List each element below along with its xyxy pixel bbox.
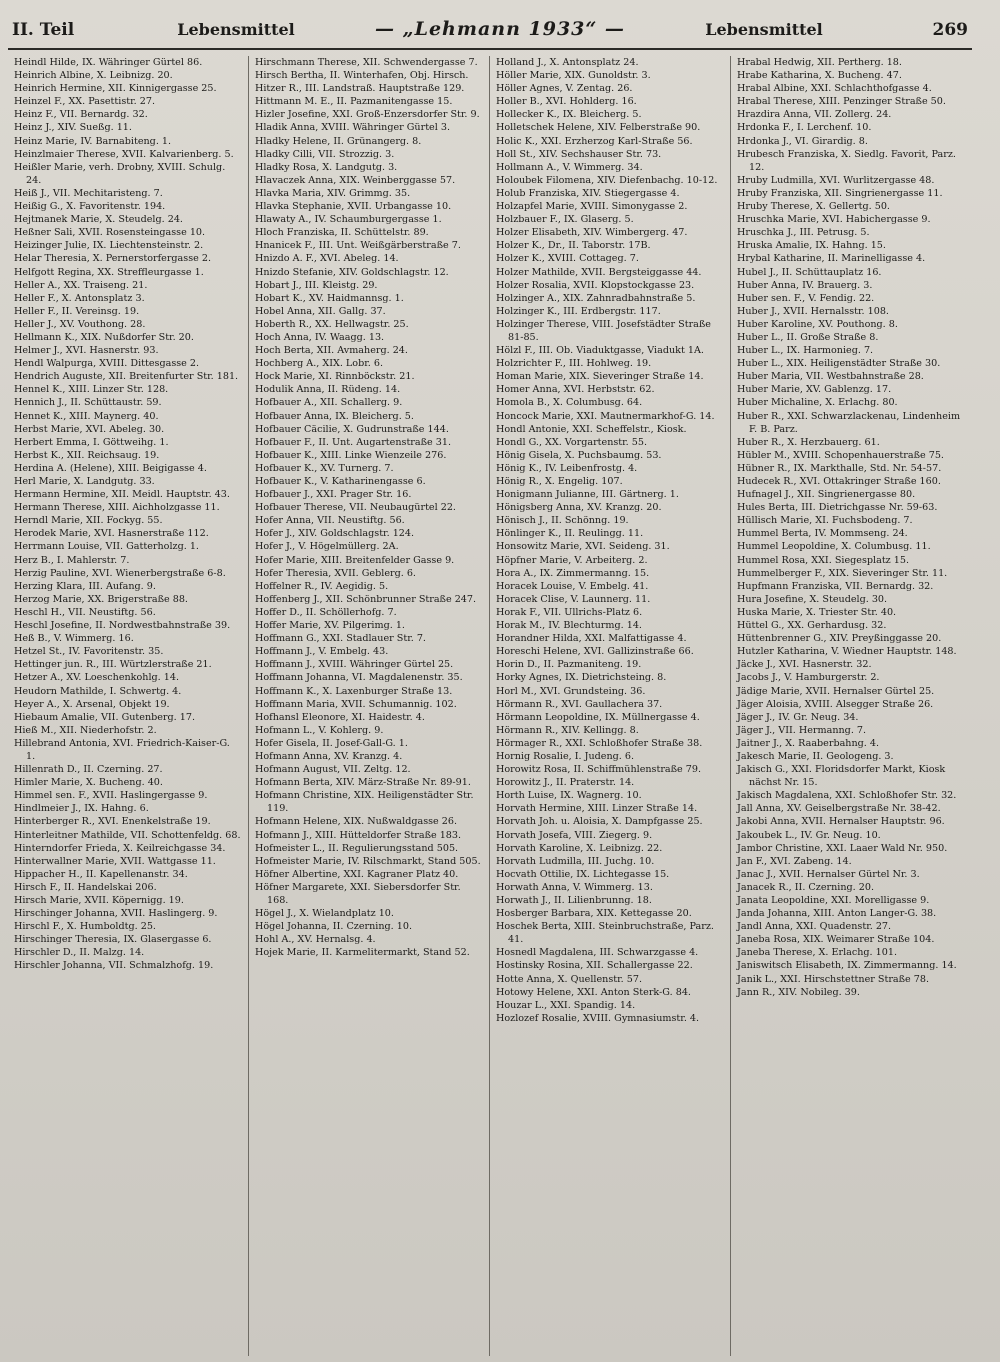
directory-entry: Hnizdo Stefanie, XIV. Goldschlagstr. 12. bbox=[255, 266, 449, 278]
directory-entry: Holzrichter F., III. Hohlweg. 19. bbox=[496, 358, 652, 370]
directory-entry: Hotte Anna, X. Quellenstr. 57. bbox=[496, 973, 642, 985]
directory-entry: Horeschi Helene, XVI. Gallizinstraße 66. bbox=[496, 646, 694, 658]
directory-entry: Hofbauer Cäcilie, X. Gudrunstraße 144. bbox=[255, 423, 449, 435]
directory-entry: Hoffelner R., IV. Aegidig. 5. bbox=[255, 580, 389, 592]
section-title-right: Lebensmittel bbox=[705, 20, 823, 39]
directory-entry: Hrazdira Anna, VII. Zollerg. 24. bbox=[737, 109, 892, 121]
directory-entry: Hindlmeier J., IX. Hahng. 6. bbox=[14, 803, 149, 815]
directory-entry: Hofmann J., XIII. Hütteldorfer Straße 183. bbox=[255, 829, 462, 841]
directory-entry: Holzer Rosalia, XVII. Klopstockgasse 23. bbox=[496, 279, 695, 291]
directory-entry: Hennich J., II. Schüttaustr. 59. bbox=[14, 397, 162, 409]
directory-entry: Höfner Margarete, XXI. Siebersdorfer Str. 168. bbox=[255, 881, 461, 906]
directory-entry: Hohl A., XV. Hernalsg. 4. bbox=[255, 934, 376, 946]
directory-entry: Hofmann L., V. Kohlerg. 9. bbox=[255, 724, 384, 736]
directory-entry: Janeba Therese, X. Erlachg. 101. bbox=[737, 947, 898, 959]
directory-entry: Huber Maria, VII. Westbahnstraße 28. bbox=[737, 371, 924, 383]
directory-entry: Hruby Therese, X. Gellertg. 50. bbox=[737, 201, 890, 213]
directory-entry: Hofbauer A., XII. Schallerg. 9. bbox=[255, 397, 403, 409]
directory-entry: Hoffer D., II. Schöllerhofg. 7. bbox=[255, 606, 397, 618]
directory-entry: Hruby Franziska, XII. Singrienergasse 11. bbox=[737, 187, 943, 199]
directory-entry: Hirschinger Johanna, XVII. Haslingerg. 9. bbox=[14, 908, 218, 920]
directory-entry: Hofmann Anna, XV. Kranzg. 4. bbox=[255, 750, 403, 762]
directory-entry: Hoffmann G., XXI. Stadlauer Str. 7. bbox=[255, 633, 426, 645]
directory-entry: Huber L., XIX. Heiligenstädter Straße 30. bbox=[737, 358, 941, 370]
directory-entry: Hettinger jun. R., III. Würtzlerstraße 21. bbox=[14, 659, 212, 671]
directory-entry: Hladky Helene, II. Grünangerg. 8. bbox=[255, 135, 422, 147]
directory-entry: Hoffmann J., V. Embelg. 43. bbox=[255, 646, 389, 658]
directory-entry: Hupfmann Franziska, VII. Bernardg. 32. bbox=[737, 580, 934, 592]
directory-entry: Hönig Gisela, X. Puchsbaumg. 53. bbox=[496, 449, 662, 461]
directory-entry: Holler B., XVI. Hohlderg. 16. bbox=[496, 96, 637, 108]
directory-entry: Janeba Rosa, XIX. Weimarer Straße 104. bbox=[737, 934, 935, 946]
directory-entry: Heinrich Albine, X. Leibnizg. 20. bbox=[14, 70, 173, 82]
directory-entry: Huber Michaline, X. Erlachg. 80. bbox=[737, 397, 898, 409]
directory-entry: Jann R., XIV. Nobileg. 39. bbox=[737, 986, 860, 998]
directory-entry: Hummel Berta, IV. Mommseng. 24. bbox=[737, 528, 908, 540]
directory-entry: Heller F., X. Antonsplatz 3. bbox=[14, 292, 145, 304]
directory-entry: Hirschinger Theresia, IX. Glasergasse 6. bbox=[14, 934, 212, 946]
directory-entry: Horvath Ludmilla, III. Juchg. 10. bbox=[496, 855, 655, 867]
directory-entry: Jäcke J., XVI. Hasnerstr. 32. bbox=[737, 659, 872, 671]
directory-entry: Hofbauer J., XXI. Prager Str. 16. bbox=[255, 489, 412, 501]
directory-entry: Honigmann Julianne, III. Gärtnerg. 1. bbox=[496, 489, 679, 501]
directory-entry: Hirschmann Therese, XII. Schwendergasse 7. bbox=[255, 57, 478, 68]
directory-entry: Hobart J., III. Kleistg. 29. bbox=[255, 279, 378, 291]
directory-entry: Hillebrand Antonia, XVI. Friedrich-Kaiser-G. 1. bbox=[14, 737, 230, 762]
directory-entry: Herodek Marie, XVI. Hasnerstraße 112. bbox=[14, 528, 209, 540]
directory-entry: Hirsch Marie, XVII. Köpernigg. 19. bbox=[14, 895, 184, 906]
directory-entry: Horak M., IV. Blechturmg. 14. bbox=[496, 620, 642, 632]
directory-entry: Hofbauer Anna, IX. Bleicherg. 5. bbox=[255, 410, 414, 422]
directory-entry: Hubel J., II. Schüttauplatz 16. bbox=[737, 266, 882, 278]
directory-entry: Hoffmann J., XVIII. Währinger Gürtel 25. bbox=[255, 659, 454, 671]
directory-entry: Jakisch Magdalena, XXI. Schloßhofer Str. 32. bbox=[737, 790, 957, 802]
directory-entry: Holic K., XXI. Erzherzog Karl-Straße 56. bbox=[496, 135, 693, 147]
directory-entry: Janda Johanna, XIII. Anton Langer-G. 38. bbox=[737, 908, 937, 920]
directory-entry: Huber Karoline, XV. Pouthong. 8. bbox=[737, 318, 898, 330]
directory-entry: Heinzlmaier Therese, XVII. Kalvarienberg. 5. bbox=[14, 148, 234, 160]
directory-entry: Heinrich Hermine, XII. Kinnigergasse 25. bbox=[14, 83, 217, 95]
directory-entry: Janik L., XXI. Hirschstettner Straße 78. bbox=[737, 973, 930, 985]
directory-entry: Horwath J., II. Lilienbrunng. 18. bbox=[496, 895, 652, 906]
directory-entry: Heinz F., VII. Bernardg. 32. bbox=[14, 109, 148, 121]
directory-entry: Hlavka Maria, XIV. Grimmg. 35. bbox=[255, 187, 411, 199]
directory-entry: Hock Marie, XI. Rinnböckstr. 21. bbox=[255, 371, 415, 383]
directory-entry: Hennel K., XIII. Linzer Str. 128. bbox=[14, 384, 169, 396]
directory-entry: Horandner Hilda, XXI. Malfattigasse 4. bbox=[496, 633, 687, 645]
directory-entry: Jambor Christine, XXI. Laaer Wald Nr. 950. bbox=[737, 842, 948, 854]
directory-entry: Höfner Albertine, XXI. Kagraner Platz 40. bbox=[255, 868, 459, 880]
directory-entry: Hochberg A., XIX. Lobr. 6. bbox=[255, 358, 383, 370]
directory-entry: Hrybal Katharine, II. Marinelligasse 4. bbox=[737, 253, 926, 265]
directory-entry: Janiswitsch Elisabeth, IX. Zimmermanng. 14. bbox=[737, 960, 957, 972]
directory-entry: Hollmann A., V. Wimmerg. 34. bbox=[496, 161, 643, 173]
directory-entry: Hoch Berta, XII. Avmaherg. 24. bbox=[255, 345, 408, 357]
directory-entry: Hönlinger K., II. Reulingg. 11. bbox=[496, 528, 644, 540]
directory-entry: Hendrich Auguste, XII. Breitenfurter Str. 181. bbox=[14, 371, 239, 383]
directory-entry: Holletschek Helene, XIV. Felberstraße 90. bbox=[496, 122, 701, 134]
directory-entry: Heßner Sali, XVII. Rosensteingasse 10. bbox=[14, 227, 206, 239]
directory-entry: Hofer Anna, VII. Neustiftg. 56. bbox=[255, 515, 405, 527]
directory-entry: Hofer Gisela, II. Josef-Gall-G. 1. bbox=[255, 737, 408, 749]
directory-entry: Hirsch F., II. Handelskai 206. bbox=[14, 881, 157, 893]
directory-entry: Hnizdo A. F., XVI. Abeleg. 14. bbox=[255, 253, 399, 265]
directory-entry: Huber Marie, XV. Gablenzg. 17. bbox=[737, 384, 892, 396]
directory-entry: Hübler M., XVIII. Schopenhauerstraße 75. bbox=[737, 449, 944, 461]
directory-entry: Horacek Louise, V. Embelg. 41. bbox=[496, 580, 649, 592]
directory-entry: Hora A., IX. Zimmermanng. 15. bbox=[496, 567, 650, 579]
directory-entry: Hosnedl Magdalena, III. Schwarzgasse 4. bbox=[496, 947, 699, 959]
directory-entry: Himler Marie, X. Bucheng. 40. bbox=[14, 777, 163, 789]
directory-entry: Hofbauer F., II. Unt. Augartenstraße 31. bbox=[255, 436, 451, 448]
directory-entry: Höller Agnes, V. Zentag. 26. bbox=[496, 83, 633, 95]
directory-entry: Heindl Hilde, IX. Währinger Gürtel 86. bbox=[14, 57, 203, 68]
directory-entry: Helmer J., XVI. Hasnerstr. 93. bbox=[14, 345, 159, 357]
page-number: 269 bbox=[932, 20, 968, 40]
directory-entry: Hofer J., V. Högelmüllerg. 2A. bbox=[255, 541, 399, 553]
directory-entry: Horvath Joh. u. Aloisia, X. Dampfgasse 25. bbox=[496, 816, 703, 828]
directory-entry: Hübner R., IX. Markthalle, Std. Nr. 54-57. bbox=[737, 462, 942, 474]
directory-entry: Herl Marie, X. Landgutg. 33. bbox=[14, 476, 155, 487]
directory-entry: Herbst Marie, XVI. Abeleg. 30. bbox=[14, 423, 165, 435]
directory-entry: Heller F., II. Vereinsg. 19. bbox=[14, 305, 140, 317]
directory-entry: Hönisch J., II. Schönng. 19. bbox=[496, 515, 629, 527]
directory-entry: Hornig Rosalie, I. Judeng. 6. bbox=[496, 750, 635, 762]
page-header bbox=[8, 18, 972, 50]
directory-entry: Janac J., XVII. Hernalser Gürtel Nr. 3. bbox=[737, 868, 920, 880]
directory-entry: Höller Marie, XIX. Gunoldstr. 3. bbox=[496, 70, 651, 82]
directory-entry: Holzinger A., XIX. Zahnradbahnstraße 5. bbox=[496, 292, 696, 304]
directory-entry: Hillenrath D., II. Czerning. 27. bbox=[14, 764, 163, 776]
directory-entry: Herzog Marie, XX. Brigerstraße 88. bbox=[14, 593, 188, 605]
directory-entry: Jan F., XVI. Zabeng. 14. bbox=[737, 855, 852, 867]
directory-entry: Hoschek Berta, XIII. Steinbruchstraße, Parz. 41. bbox=[496, 921, 714, 946]
directory-entry: Jäger J., VII. Hermanng. 7. bbox=[737, 724, 867, 736]
directory-entry: Heiß J., VII. Mechitaristeng. 7. bbox=[14, 187, 163, 199]
directory-entry: Heudorn Mathilde, I. Schwertg. 4. bbox=[14, 685, 182, 697]
directory-entry: Högel Johanna, II. Czerning. 10. bbox=[255, 921, 413, 933]
directory-entry: Hrdonka J., VI. Girardig. 8. bbox=[737, 135, 868, 147]
directory-entry: Holzinger Therese, VIII. Josefstädter Straße 81-85. bbox=[496, 318, 711, 343]
directory-entry: Hofmann Helene, XIX. Nußwaldgasse 26. bbox=[255, 816, 458, 828]
directory-entry: Hondl Antonie, XXI. Scheffelstr., Kiosk. bbox=[496, 423, 687, 435]
directory-entry: Hutzler Katharina, V. Wiedner Hauptstr. 148. bbox=[737, 646, 957, 658]
directory-entry: Hoberth R., XX. Hellwagstr. 25. bbox=[255, 318, 409, 330]
column-3 bbox=[490, 56, 731, 1356]
directory-entry: Hirsch Bertha, II. Winterhafen, Obj. Hirsch. bbox=[255, 70, 469, 82]
directory-entry: Houzar L., XXI. Spandig. 14. bbox=[496, 999, 636, 1011]
directory-entry: Hofmann August, VII. Zeltg. 12. bbox=[255, 764, 411, 776]
directory-entry: Hofbauer K., XV. Turnerg. 7. bbox=[255, 462, 394, 474]
directory-entry: Hieß M., XII. Niederhofstr. 2. bbox=[14, 724, 157, 736]
directory-entry: Herrmann Louise, VII. Gatterholzg. 1. bbox=[14, 541, 199, 553]
directory-entry: Hladky Cilli, VII. Strozzig. 3. bbox=[255, 148, 395, 160]
directory-columns bbox=[8, 56, 972, 1356]
directory-entry: Hüttenbrenner G., XIV. Preyßinggasse 20. bbox=[737, 633, 942, 645]
directory-entry: Heinz Marie, IV. Barnabiteng. 1. bbox=[14, 135, 172, 147]
column-1 bbox=[8, 56, 249, 1356]
directory-entry: Hörmann R., XVI. Gaullachera 37. bbox=[496, 698, 663, 710]
directory-entry: Hippacher H., II. Kapellenanstr. 34. bbox=[14, 868, 188, 880]
directory-entry: Hlavaczek Anna, XIX. Weinberggasse 57. bbox=[255, 174, 456, 186]
directory-entry: Holzer Elisabeth, XIV. Wimbergerg. 47. bbox=[496, 227, 688, 239]
directory-entry: Horvath Josefa, VIII. Ziegerg. 9. bbox=[496, 829, 653, 841]
directory-entry: Hobel Anna, XII. Gallg. 37. bbox=[255, 305, 386, 317]
directory-entry: Jädige Marie, XVII. Hernalser Gürtel 25. bbox=[737, 685, 935, 697]
directory-entry: Herbst K., XII. Reichsaug. 19. bbox=[14, 449, 160, 461]
directory-entry: Hura Josefine, X. Steudelg. 30. bbox=[737, 593, 888, 605]
directory-entry: Hladik Anna, XVIII. Währinger Gürtel 3. bbox=[255, 122, 451, 134]
directory-entry: Hosberger Barbara, XIX. Kettegasse 20. bbox=[496, 908, 692, 920]
directory-entry: Hinterberger R., XVI. Enenkelstraße 19. bbox=[14, 816, 211, 828]
directory-entry: Huber R., XXI. Schwarzlackenau, Lindenheim F. B. Parz. bbox=[737, 410, 961, 435]
directory-entry: Holzer K., XVIII. Cottageg. 7. bbox=[496, 253, 639, 265]
part-label: II. Teil bbox=[12, 20, 75, 40]
directory-entry: Hetzer A., XV. Loeschenkohlg. 14. bbox=[14, 672, 180, 684]
directory-entry: Hloch Franziska, II. Schüttelstr. 89. bbox=[255, 227, 429, 239]
directory-entry: Hofmann Christine, XIX. Heiligenstädter Str. 119. bbox=[255, 790, 474, 815]
directory-entry: Hofmann Berta, XIV. März-Straße Nr. 89-91. bbox=[255, 777, 471, 789]
directory-entry: Honcock Marie, XXI. Mautnermarkhof-G. 14. bbox=[496, 410, 715, 422]
directory-entry: Huber J., XVII. Hernalsstr. 108. bbox=[737, 305, 889, 317]
directory-entry: Hörmager R., XXI. Schloßhofer Straße 38. bbox=[496, 737, 703, 749]
directory-entry: Hofer Marie, XIII. Breitenfelder Gasse 9. bbox=[255, 554, 455, 566]
directory-entry: Hirschler D., II. Malzg. 14. bbox=[14, 947, 145, 959]
directory-entry: Heyer A., X. Arsenal, Objekt 19. bbox=[14, 698, 170, 710]
directory-entry: Hoffmann Johanna, VI. Magdalenenstr. 35. bbox=[255, 672, 463, 684]
directory-entry: Heschl H., VII. Neustiftg. 56. bbox=[14, 606, 156, 618]
directory-entry: Hüttel G., XX. Gerhardusg. 32. bbox=[737, 620, 887, 632]
directory-entry: Herndl Marie, XII. Fockyg. 55. bbox=[14, 515, 163, 527]
directory-entry: Heizinger Julie, IX. Liechtensteinstr. 2. bbox=[14, 240, 204, 252]
directory-entry: Jäger J., IV. Gr. Neug. 34. bbox=[737, 711, 859, 723]
directory-entry: Hummel Rosa, XXI. Siegesplatz 15. bbox=[737, 554, 910, 566]
directory-entry: Hönigsberg Anna, XV. Kranzg. 20. bbox=[496, 502, 662, 514]
directory-entry: Honsowitz Marie, XVI. Seideng. 31. bbox=[496, 541, 670, 553]
directory-entry: Hönig R., X. Engelig. 107. bbox=[496, 476, 623, 487]
directory-entry: Hendl Walpurga, XVIII. Dittesgasse 2. bbox=[14, 358, 200, 370]
directory-entry: Holzapfel Marie, XVIII. Simonygasse 2. bbox=[496, 201, 688, 213]
directory-entry: Hudecek R., XVI. Ottakringer Straße 160. bbox=[737, 476, 941, 487]
directory-entry: Heißler Marie, verh. Drobny, XVIII. Schulg. 24. bbox=[14, 161, 226, 186]
directory-entry: Hruschka Marie, XVI. Habichergasse 9. bbox=[737, 214, 931, 226]
directory-entry: Hizler Josefine, XXI. Groß-Enzersdorfer Str. 9. bbox=[255, 109, 480, 121]
directory-entry: Hlawaty A., IV. Schaumburgergasse 1. bbox=[255, 214, 442, 226]
directory-entry: Horowitz Rosa, II. Schiffmühlenstraße 79. bbox=[496, 764, 702, 776]
directory-entry: Hrabal Albine, XXI. Schlachthofgasse 4. bbox=[737, 83, 932, 95]
directory-entry: Hojek Marie, II. Karmelitermarkt, Stand 52. bbox=[255, 947, 470, 959]
directory-entry: Jandl Anna, XXI. Quadenstr. 27. bbox=[737, 921, 892, 933]
directory-entry: Hirschler Johanna, VII. Schmalzhofg. 19. bbox=[14, 960, 214, 972]
directory-entry: Hiebaum Amalie, VII. Gutenberg. 17. bbox=[14, 711, 196, 723]
directory-entry: Hollecker K., IX. Bleicherg. 5. bbox=[496, 109, 642, 121]
directory-entry: Hrabe Katharina, X. Bucheng. 47. bbox=[737, 70, 902, 82]
directory-entry: Horin D., II. Pazmaniteng. 19. bbox=[496, 659, 642, 671]
directory-entry: Horwath Anna, V. Wimmerg. 13. bbox=[496, 881, 653, 893]
directory-entry: Hodulik Anna, II. Rüdeng. 14. bbox=[255, 384, 401, 396]
directory-entry: Hladky Rosa, X. Landgutg. 3. bbox=[255, 161, 398, 173]
directory-entry: Holub Franziska, XIV. Stiegergasse 4. bbox=[496, 187, 680, 199]
directory-entry: Heß B., V. Wimmerg. 16. bbox=[14, 633, 134, 645]
section-title-left: Lebensmittel bbox=[177, 20, 295, 39]
directory-entry: Herzing Klara, III. Aufang. 9. bbox=[14, 580, 156, 592]
directory-entry: Heller A., XX. Traiseng. 21. bbox=[14, 279, 148, 291]
directory-entry: Höpfner Marie, V. Arbeiterg. 2. bbox=[496, 554, 648, 566]
directory-entry: Hofbauer K., XIII. Linke Wienzeile 276. bbox=[255, 449, 447, 461]
directory-entry: Herzig Pauline, XVI. Wienerbergstraße 6-8. bbox=[14, 567, 226, 579]
directory-entry: Herbert Emma, I. Göttweihg. 1. bbox=[14, 436, 169, 448]
directory-entry: Holland J., X. Antonsplatz 24. bbox=[496, 57, 639, 68]
directory-entry: Hrabal Therese, XIII. Penzinger Straße 50. bbox=[737, 96, 946, 108]
directory-entry: Hnanicek F., III. Unt. Weißgärberstraße 7. bbox=[255, 240, 461, 252]
directory-entry: Hennet K., XIII. Maynerg. 40. bbox=[14, 410, 159, 422]
directory-entry: Huber sen. F., V. Fendig. 22. bbox=[737, 292, 875, 304]
directory-entry: Hejtmanek Marie, X. Steudelg. 24. bbox=[14, 214, 183, 226]
directory-entry: Hinterndorfer Frieda, X. Keilreichgasse 34. bbox=[14, 842, 226, 854]
directory-entry: Hetzel St., IV. Favoritenstr. 35. bbox=[14, 646, 164, 658]
directory-entry: Huska Marie, X. Triester Str. 40. bbox=[737, 606, 897, 618]
directory-entry: Jakesch Marie, II. Geologeng. 3. bbox=[737, 750, 894, 762]
directory-entry: Jakisch G., XXI. Floridsdorfer Markt, Kiosk nächst Nr. 15. bbox=[737, 764, 946, 789]
directory-entry: Jacobs J., V. Hamburgerstr. 2. bbox=[737, 672, 880, 684]
directory-entry: Herdina A. (Helene), XIII. Beigigasse 4. bbox=[14, 462, 207, 474]
directory-entry: Hrdonka F., I. Lerchenf. 10. bbox=[737, 122, 872, 134]
directory-entry: Hummel Leopoldine, X. Columbusg. 11. bbox=[737, 541, 931, 553]
directory-entry: Hlavka Stephanie, XVII. Urbangasse 10. bbox=[255, 201, 452, 213]
directory-entry: Heschl Josefine, II. Nordwestbahnstraße 39. bbox=[14, 620, 231, 632]
directory-entry: Hoffenberg J., XII. Schönbrunner Straße 247. bbox=[255, 593, 477, 605]
directory-entry: Hermann Therese, XIII. Aichholzgasse 11. bbox=[14, 502, 220, 514]
directory-entry: Jakobi Anna, XVII. Hernalser Hauptstr. 96. bbox=[737, 816, 945, 828]
directory-entry: Hüllisch Marie, XI. Fuchsbodeng. 7. bbox=[737, 515, 913, 527]
directory-entry: Hobart K., XV. Haidmannsg. 1. bbox=[255, 292, 404, 304]
directory-entry: Homola B., X. Columbusg. 64. bbox=[496, 397, 643, 409]
directory-entry: Hofhansl Eleonore, XI. Haidestr. 4. bbox=[255, 711, 425, 723]
directory-entry: Homer Anna, XVI. Herbststr. 62. bbox=[496, 384, 655, 396]
directory-entry: Hitzer R., III. Landstraß. Hauptstraße 129. bbox=[255, 83, 465, 95]
directory-entry: Hondl G., XX. Vorgartenstr. 55. bbox=[496, 436, 648, 448]
directory-entry: Horowitz J., II. Praterstr. 14. bbox=[496, 777, 635, 789]
directory-entry: Hozlozef Rosalie, XVIII. Gymnasiumstr. 4. bbox=[496, 1012, 700, 1024]
directory-entry: Hönig K., IV. Leibenfrostg. 4. bbox=[496, 462, 638, 474]
directory-entry: Huber Anna, IV. Brauerg. 3. bbox=[737, 279, 873, 291]
directory-title: — „Lehmann 1933“ — bbox=[375, 18, 625, 40]
column-4 bbox=[731, 56, 972, 1356]
directory-entry: Hufnagel J., XII. Singrienergasse 80. bbox=[737, 489, 916, 501]
directory-entry: Huber L., IX. Harmonieg. 7. bbox=[737, 345, 874, 357]
directory-entry: Helar Theresia, X. Pernerstorfergasse 2. bbox=[14, 253, 211, 265]
directory-entry: Hotowy Helene, XXI. Anton Sterk-G. 84. bbox=[496, 986, 691, 998]
directory-entry: Horth Luise, IX. Wagnerg. 10. bbox=[496, 790, 642, 802]
directory-entry: Holzbauer F., IX. Glaserg. 5. bbox=[496, 214, 634, 226]
directory-entry: Heller J., XV. Vouthong. 28. bbox=[14, 318, 146, 330]
directory-entry: Helfgott Regina, XX. Streffleurgasse 1. bbox=[14, 266, 204, 278]
directory-entry: Hrabal Hedwig, XII. Pertherg. 18. bbox=[737, 57, 902, 68]
directory-entry: Huber R., X. Herzbauerg. 61. bbox=[737, 436, 880, 448]
directory-entry: Högel J., X. Wielandplatz 10. bbox=[255, 908, 394, 920]
directory-entry: Hofmeister L., II. Regulierungsstand 505. bbox=[255, 842, 459, 854]
directory-entry: Hermann Hermine, XII. Meidl. Hauptstr. 43. bbox=[14, 489, 230, 501]
directory-entry: Hoffmann Maria, XVII. Schumannig. 102. bbox=[255, 698, 457, 710]
directory-entry: Huber L., II. Große Straße 8. bbox=[737, 331, 879, 343]
directory-entry: Horak F., VII. Ullrichs-Platz 6. bbox=[496, 606, 643, 618]
directory-entry: Hruska Amalie, IX. Hahng. 15. bbox=[737, 240, 886, 252]
directory-entry: Hirschl F., X. Humboldtg. 25. bbox=[14, 921, 156, 933]
directory-entry: Holzer Mathilde, XVII. Bergsteiggasse 44. bbox=[496, 266, 702, 278]
directory-entry: Herz B., I. Mahlerstr. 7. bbox=[14, 554, 130, 566]
directory-entry: Hörmann R., XIV. Kellingg. 8. bbox=[496, 724, 639, 736]
directory-entry: Hruby Ludmilla, XVI. Wurlitzergasse 48. bbox=[737, 174, 935, 186]
directory-entry: Himmel sen. F., XVII. Haslingergasse 9. bbox=[14, 790, 208, 802]
directory-entry: Holl St., XIV. Sechshauser Str. 73. bbox=[496, 148, 662, 160]
directory-entry: Heinzel F., XX. Pasettistr. 27. bbox=[14, 96, 155, 108]
directory-entry: Hellmann K., XIX. Nußdorfer Str. 20. bbox=[14, 331, 194, 343]
directory-entry: Hörmann Leopoldine, IX. Müllnergasse 4. bbox=[496, 711, 700, 723]
directory-entry: Janacek R., II. Czerning. 20. bbox=[737, 881, 875, 893]
directory-entry: Hofbauer K., V. Katharinengasse 6. bbox=[255, 476, 426, 487]
directory-entry: Hoffer Marie, XV. Pilgerimg. 1. bbox=[255, 620, 405, 632]
directory-entry: Hinterleitner Mathilde, VII. Schottenfeldg. 68. bbox=[14, 829, 241, 841]
directory-entry: Jakoubek L., IV. Gr. Neug. 10. bbox=[737, 829, 881, 841]
directory-entry: Hoffmann K., X. Laxenburger Straße 13. bbox=[255, 685, 453, 697]
directory-entry: Jäger Aloisia, XVIII. Alsegger Straße 26. bbox=[737, 698, 934, 710]
directory-entry: Hinterwallner Marie, XVII. Wattgasse 11. bbox=[14, 855, 216, 867]
directory-entry: Hofmeister Marie, IV. Rilschmarkt, Stand 505. bbox=[255, 855, 481, 867]
directory-entry: Heinz J., XIV. Sueßg. 11. bbox=[14, 122, 132, 134]
directory-entry: Horvath Karoline, X. Leibnizg. 22. bbox=[496, 842, 663, 854]
directory-entry: Hrubesch Franziska, X. Siedlg. Favorit, Parz. 12. bbox=[737, 148, 956, 173]
directory-entry: Jall Anna, XV. Geiselbergstraße Nr. 38-42. bbox=[737, 803, 941, 815]
directory-entry: Horky Agnes, IX. Dietrichsteing. 8. bbox=[496, 672, 667, 684]
directory-entry: Jaitner J., X. Raaberbahng. 4. bbox=[737, 737, 880, 749]
directory-entry: Hoch Anna, IV. Waagg. 13. bbox=[255, 331, 385, 343]
directory-entry: Hölzl F., III. Ob. Viaduktgasse, Viadukt 1A. bbox=[496, 345, 704, 357]
directory-entry: Horacek Clise, V. Launnerg. 11. bbox=[496, 593, 651, 605]
directory-entry: Hocvath Ottilie, IX. Lichtegasse 15. bbox=[496, 868, 670, 880]
directory-entry: Holzer K., Dr., II. Taborstr. 17B. bbox=[496, 240, 651, 252]
directory-entry: Heißig G., X. Favoritenstr. 194. bbox=[14, 201, 166, 213]
directory-entry: Hummelberger F., XIX. Sieveringer Str. 11. bbox=[737, 567, 948, 579]
directory-entry: Hittmann M. E., II. Pazmanitengasse 15. bbox=[255, 96, 453, 108]
directory-entry: Horl M., XVI. Grundsteing. 36. bbox=[496, 685, 646, 697]
directory-entry: Horvath Hermine, XIII. Linzer Straße 14. bbox=[496, 803, 698, 815]
directory-entry: Homan Marie, XIX. Sieveringer Straße 14. bbox=[496, 371, 704, 383]
column-2 bbox=[249, 56, 490, 1356]
directory-entry: Hostinsky Rosina, XII. Schallergasse 22. bbox=[496, 960, 693, 972]
directory-entry: Hofbauer Therese, VII. Neubaugürtel 22. bbox=[255, 502, 456, 514]
directory-entry: Holoubek Filomena, XIV. Diefenbachg. 10-12. bbox=[496, 174, 718, 186]
directory-entry: Hruschka J., III. Petrusg. 5. bbox=[737, 227, 870, 239]
directory-entry: Hofer Theresia, XVII. Geblerg. 6. bbox=[255, 567, 416, 579]
directory-entry: Hofer J., XIV. Goldschlagstr. 124. bbox=[255, 528, 415, 540]
directory-entry: Holzinger K., III. Erdbergstr. 117. bbox=[496, 305, 661, 317]
directory-entry: Janata Leopoldine, XXI. Morelligasse 9. bbox=[737, 895, 930, 906]
directory-entry: Hules Berta, III. Dietrichgasse Nr. 59-63. bbox=[737, 502, 938, 514]
